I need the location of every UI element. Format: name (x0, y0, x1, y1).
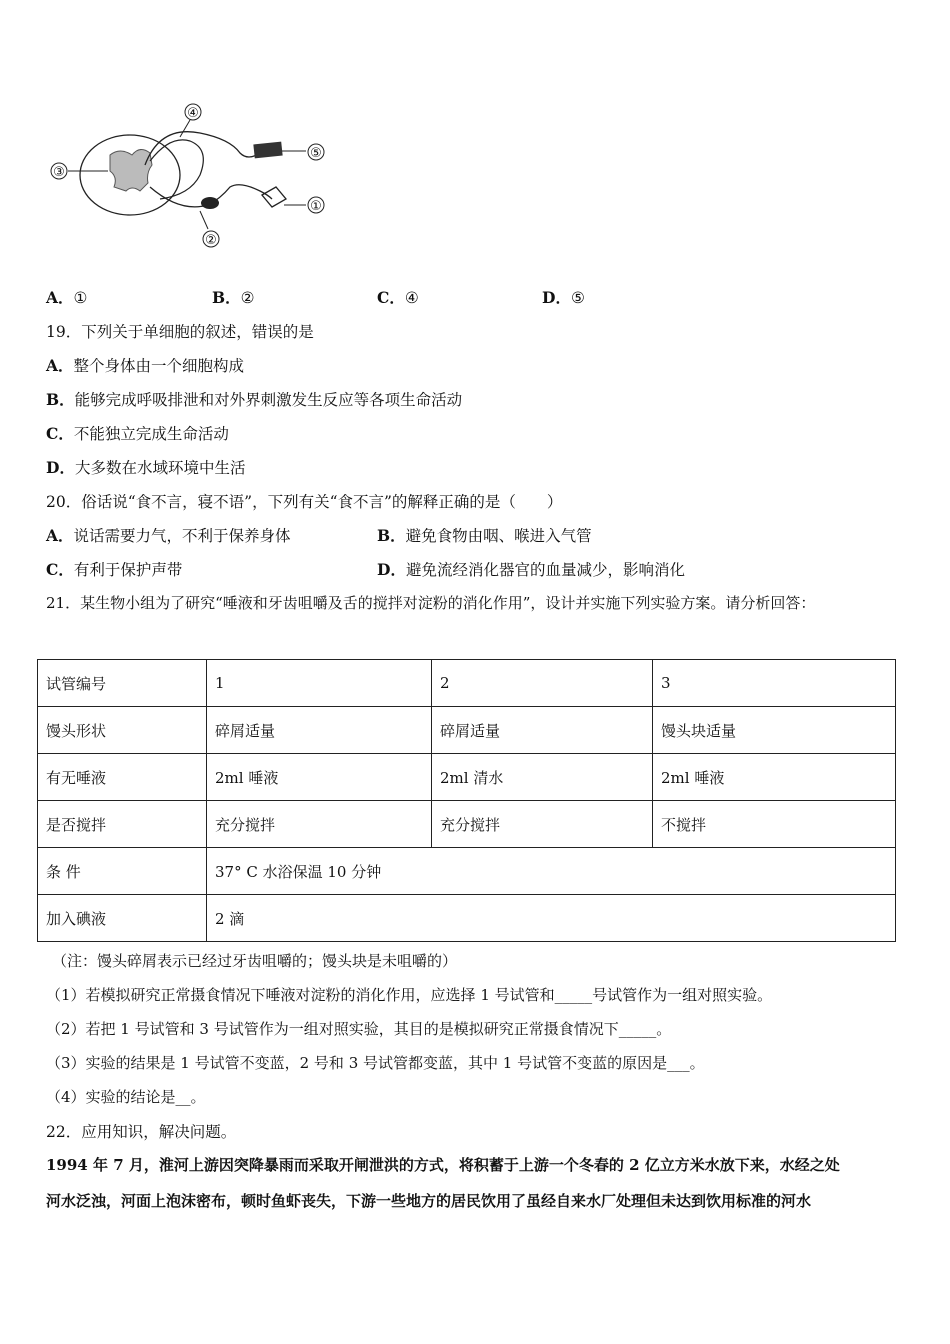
q19-option-d[interactable]: D．大多数在水域环境中生活 (46, 458, 246, 477)
table-row (38, 660, 896, 707)
pointer-4 (180, 120, 190, 137)
table-cell: 2ml 清水 (432, 754, 653, 801)
effector (253, 142, 282, 159)
table-cell: 充分搅拌 (432, 801, 653, 848)
label-2: ② (205, 233, 217, 248)
table-cell: 试管编号 (38, 660, 207, 707)
q18-option-a[interactable]: A．① (46, 288, 88, 307)
table-row (38, 707, 896, 754)
pointer-2 (200, 211, 208, 229)
label-5: ⑤ (310, 146, 322, 161)
table-cell: 馒头块适量 (653, 707, 896, 754)
table-cell: 加入碘液 (38, 895, 207, 942)
table-cell: 充分搅拌 (207, 801, 432, 848)
table-row (38, 754, 896, 801)
q19-stem: 19．下列关于单细胞的叙述，错误的是 (46, 323, 314, 341)
table-row (38, 895, 896, 942)
q22-paragraph-line-1: 1994 年 7 月，淮河上游因突降暴雨而采取开闸泄洪的方式，将积蓄于上游一个冬春的 2 亿立方米水放下来，水经之处 (46, 1156, 840, 1174)
label-3: ③ (53, 165, 65, 180)
table-cell: 条 件 (38, 848, 207, 895)
q18-option-d[interactable]: D．⑤ (542, 288, 585, 307)
table-cell: 37° C 水浴保温 10 分钟 (207, 848, 896, 895)
reflex-arc-diagram (40, 95, 340, 255)
q19-option-c[interactable]: C．不能独立完成生命活动 (46, 424, 229, 443)
label-4: ④ (187, 106, 199, 121)
table-cell: 馒头形状 (38, 707, 207, 754)
q20-option-b[interactable]: B．避免食物由咽、喉进入气管 (377, 526, 592, 545)
table-cell: 碎屑适量 (432, 707, 653, 754)
q19-option-b[interactable]: B．能够完成呼吸排泄和对外界刺激发生反应等各项生命活动 (46, 390, 463, 409)
q21-note: （注：馒头碎屑表示已经过牙齿咀嚼的；馒头块是未咀嚼的） (52, 952, 458, 970)
table-row (38, 801, 896, 848)
table-cell: 2ml 唾液 (653, 754, 896, 801)
ganglion (201, 197, 219, 209)
q20-option-d[interactable]: D．避免流经消化器官的血量减少，影响消化 (377, 560, 685, 579)
q20-stem: 20．俗话说“食不言，寝不语”，下列有关“食不言”的解释正确的是（ ） (46, 493, 563, 511)
table-cell: 1 (207, 660, 432, 707)
table-cell: 2 (432, 660, 653, 707)
table-row (38, 848, 896, 895)
q19-option-a[interactable]: A．整个身体由一个细胞构成 (46, 356, 245, 375)
q21-sub-3: （3）实验的结果是 1 号试管不变蓝，2 号和 3 号试管都变蓝，其中 1 号试管不变蓝的原因是___。 (46, 1054, 705, 1072)
table-cell: 不搅拌 (653, 801, 896, 848)
q20-option-a[interactable]: A．说话需要力气，不利于保养身体 (46, 526, 291, 545)
table-cell: 2ml 唾液 (207, 754, 432, 801)
receptor (262, 187, 286, 207)
q21-sub-1: （1）若模拟研究正常摄食情况下唾液对淀粉的消化作用，应选择 1 号试管和_____号试管作为一组对照实验。 (46, 986, 773, 1004)
label-1: ① (310, 199, 322, 214)
table-cell: 碎屑适量 (207, 707, 432, 754)
q20-option-c[interactable]: C．有利于保护声带 (46, 560, 183, 579)
table-cell: 是否搅拌 (38, 801, 207, 848)
table-cell: 有无唾液 (38, 754, 207, 801)
q22-paragraph-line-2: 河水泛浊，河面上泡沫密布，顿时鱼虾丧失，下游一些地方的居民饮用了虽经自来水厂处理但未达到饮用标准的河水 (46, 1192, 812, 1210)
table-cell: 2 滴 (207, 895, 896, 942)
q18-option-b[interactable]: B．② (212, 288, 255, 307)
experiment-table (37, 659, 896, 942)
q18-option-c[interactable]: C．④ (377, 288, 419, 307)
gray-matter (110, 149, 152, 191)
q21-sub-4: （4）实验的结论是__。 (46, 1088, 206, 1106)
q21-sub-2: （2）若把 1 号试管和 3 号试管作为一组对照实验，其目的是模拟研究正常摄食情况下_____。 (46, 1020, 672, 1038)
table-cell: 3 (653, 660, 896, 707)
q21-stem: 21．某生物小组为了研究“唾液和牙齿咀嚼及舌的搅拌对淀粉的消化作用”，设计并实施下列实验方案。请分析回答： (46, 594, 816, 612)
q22-stem: 22．应用知识，解决问题。 (46, 1123, 237, 1141)
